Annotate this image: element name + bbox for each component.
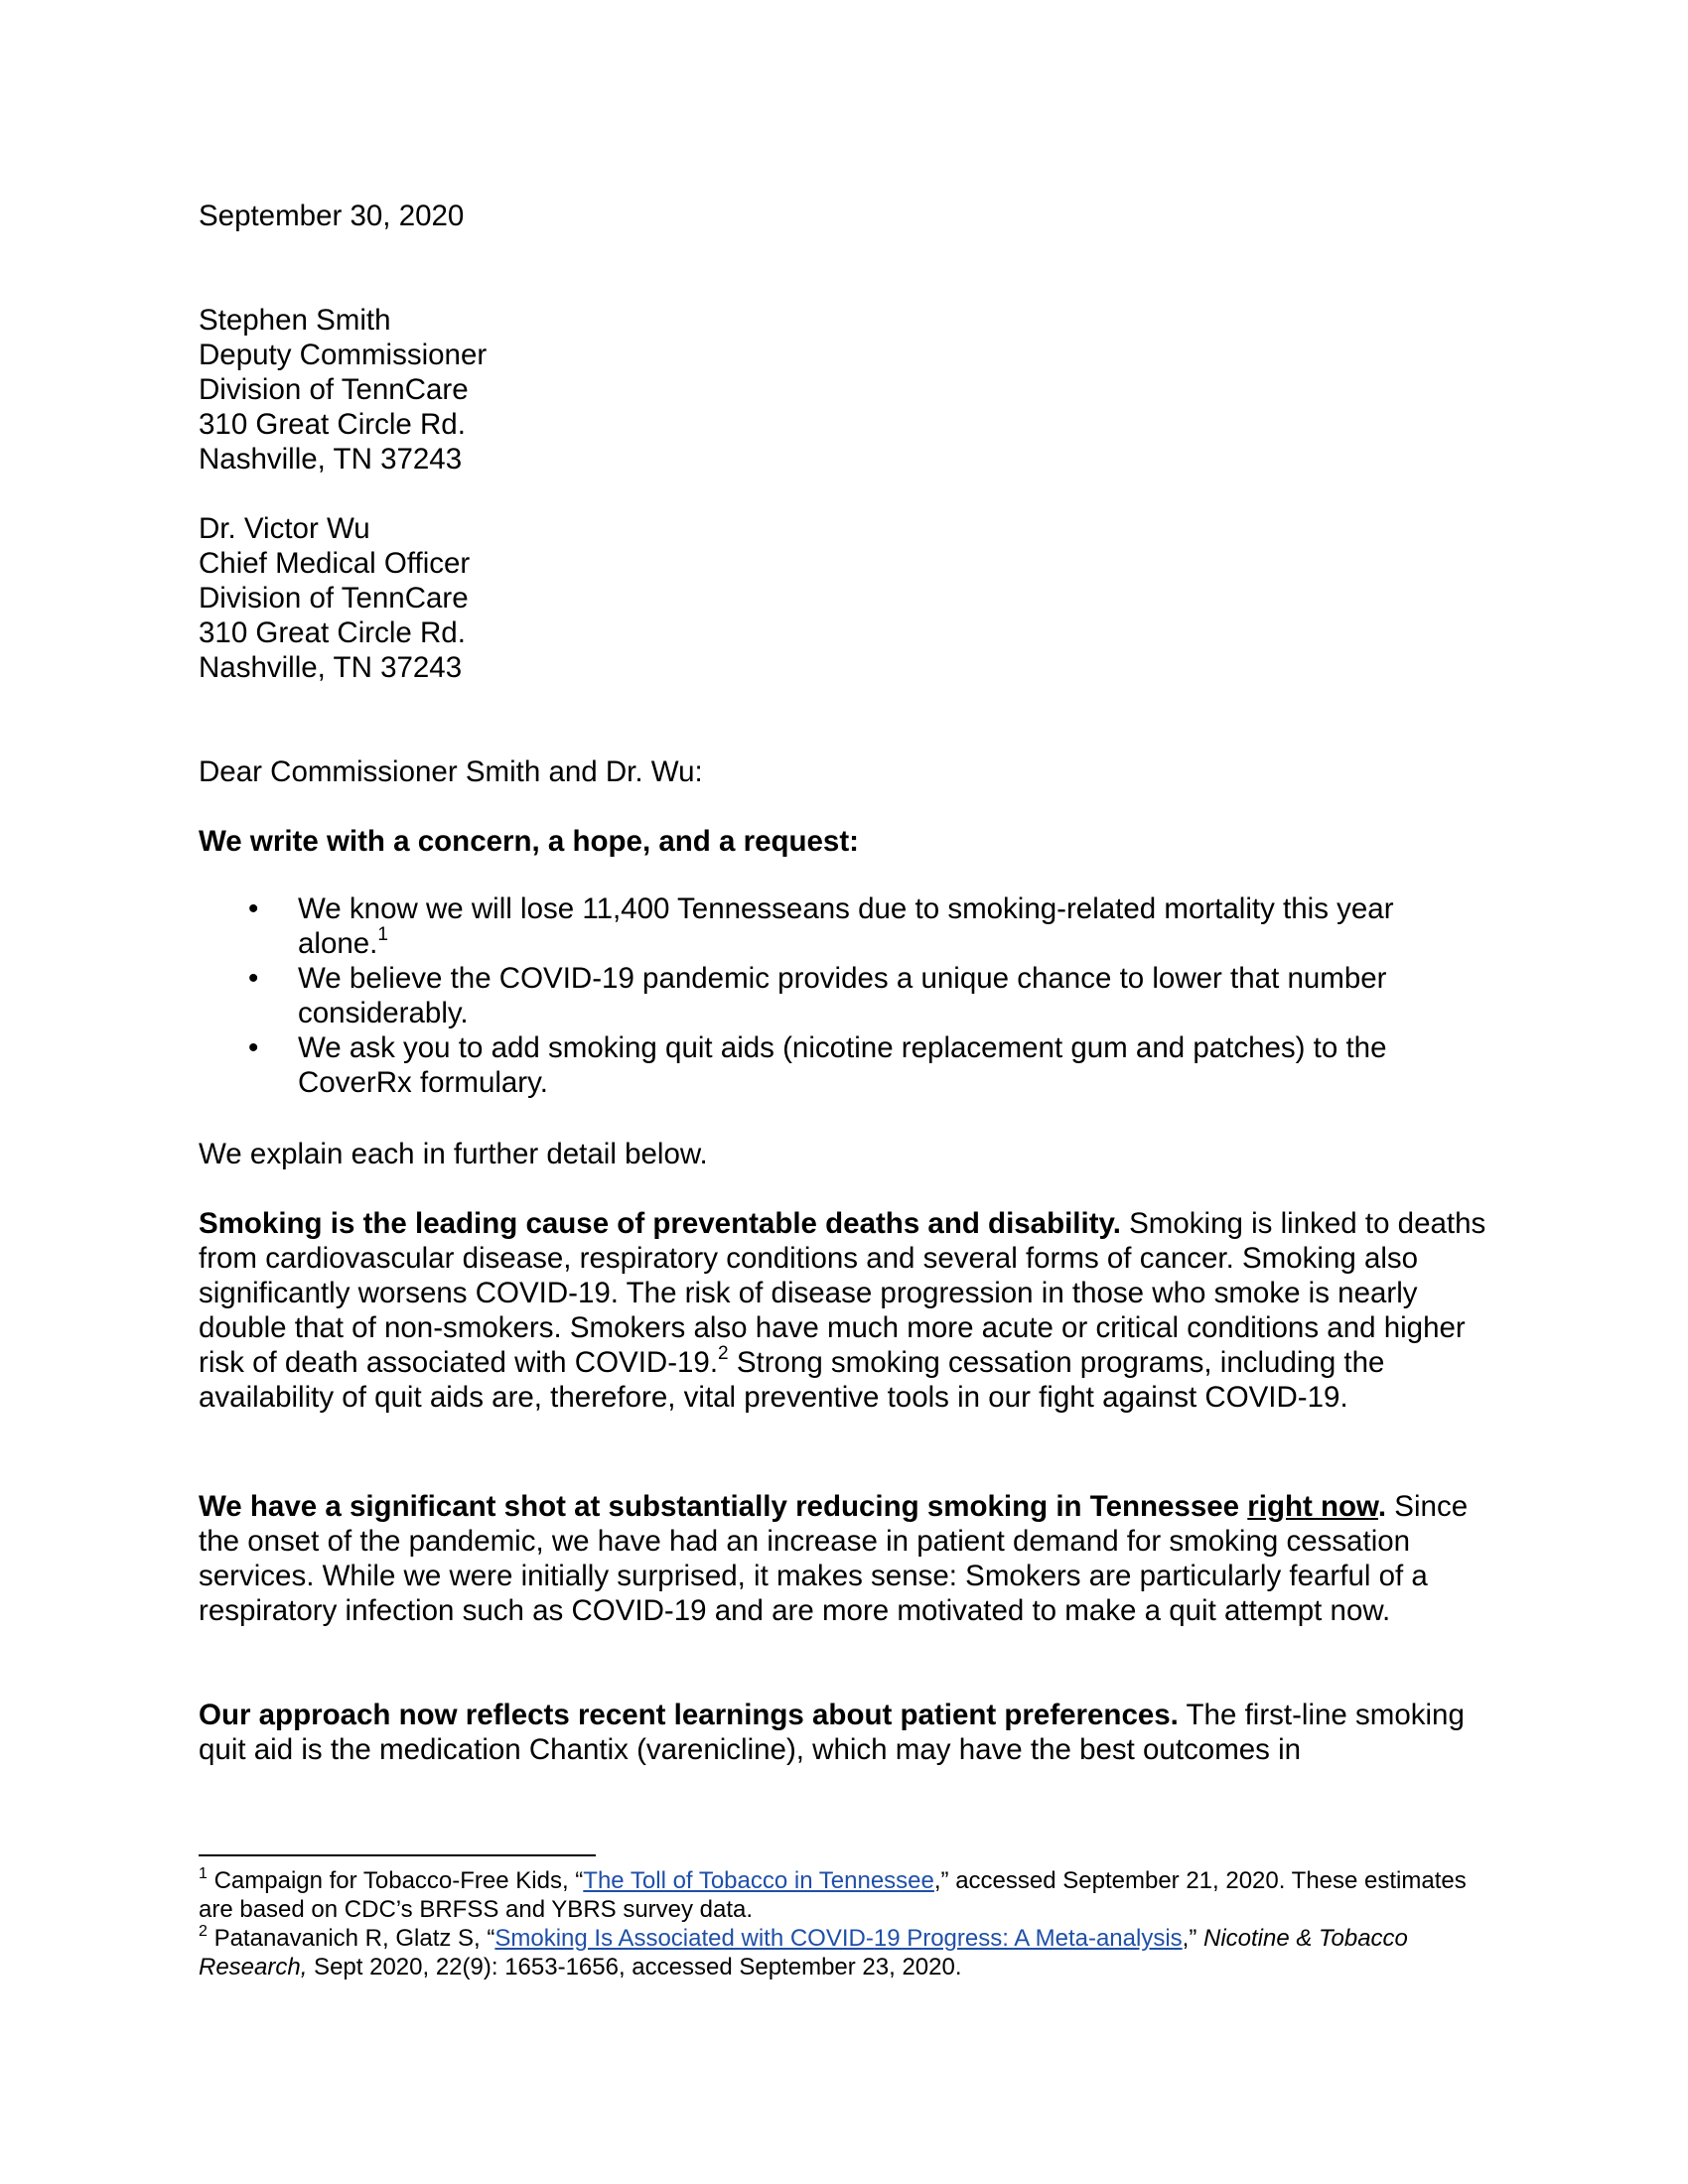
footnote-number: 1: [199, 1865, 208, 1882]
recipient-city: Nashville, TN 37243: [199, 443, 463, 476]
recipient-org: Division of TennCare: [199, 582, 469, 614]
footnotes: [199, 1866, 1489, 1981]
paragraph-significant-shot: [199, 1489, 1489, 1628]
paragraph-body: Smoking is linked to deaths from cardiovascular disease, respiratory conditions and several forms of cancer. Smoking also significantly worsens COVID-19. The risk of disease progression in those who smoke is nearly double that of non-smokers. Smokers also have much more acute or critical conditions and higher risk of death associated with COVID-19.: [199, 1207, 1486, 1379]
recipient-street: 310 Great Circle Rd.: [199, 408, 466, 441]
letter-date: September 30, 2020: [199, 200, 465, 232]
request-list: [199, 891, 1489, 1100]
recipient-city: Nashville, TN 37243: [199, 651, 463, 684]
list-item-text: We know we will lose 11,400 Tennesseans due to smoking-related mortality this year alone.: [298, 892, 1394, 960]
recipient-title: Deputy Commissioner: [199, 339, 488, 371]
bullet-icon: •: [248, 962, 259, 995]
footnote-text-cont: Sept 2020, 22(9): 1653-1656, accessed September 23, 2020.: [307, 1954, 962, 1980]
footnote-text-cont: ,” accessed September 21, 2020. These estimates are based on CDC’s BRFSS and YBRS survey data.: [199, 1867, 1467, 1923]
footnote-1: [199, 1866, 1489, 1924]
lead-text: We have a significant shot at substantially reducing smoking in Tennessee: [199, 1490, 1248, 1523]
journal-title: Nicotine & Tobacco Research,: [199, 1925, 1408, 1980]
footnote-ref: 1: [377, 924, 388, 946]
salutation: Dear Commissioner Smith and Dr. Wu:: [199, 755, 703, 788]
list-item: [199, 891, 1489, 961]
paragraph-smoking-cause: [199, 1206, 1489, 1415]
paragraph-body: The first-line smoking quit aid is the medication Chantix (varenicline), which may have the best outcomes in: [199, 1699, 1465, 1766]
lead-emphasis: right now: [1247, 1490, 1378, 1523]
recipient-address-1: [199, 303, 1489, 477]
recipient-org: Division of TennCare: [199, 373, 469, 406]
list-item-text: We ask you to add smoking quit aids (nicotine replacement gum and patches) to the CoverRx formulary.: [298, 1031, 1387, 1099]
recipient-title: Chief Medical Officer: [199, 547, 471, 580]
bullet-icon: •: [248, 892, 259, 925]
footnote-divider: [199, 1854, 596, 1856]
paragraph-body: Since the onset of the pandemic, we have had an increase in patient demand for smoking cessation services. While we were initially surprised, it makes sense: Smokers are particularly fearful of a respiratory infection such as COVID-19 and are more motivated to make a quit attempt now.: [199, 1490, 1469, 1627]
footnote-2: [199, 1924, 1489, 1981]
footnote-text-mid: ,”: [1182, 1925, 1203, 1952]
explain-line: We explain each in further detail below.: [199, 1138, 708, 1170]
footnote-text: Campaign for Tobacco-Free Kids, “: [207, 1867, 584, 1894]
recipient-name: Stephen Smith: [199, 304, 391, 337]
paragraph-body-cont: Strong smoking cessation programs, including the availability of quit aids are, therefore, vital preventive tools in our fight against COVID-19.: [199, 1346, 1385, 1414]
paragraph-lead: Smoking is the leading cause of preventable deaths and disability.: [199, 1207, 1121, 1240]
lead-end: .: [1377, 1490, 1387, 1523]
list-item-text: We believe the COVID-19 pandemic provides a unique chance to lower that number considerably.: [298, 962, 1387, 1029]
footnote-link[interactable]: The Toll of Tobacco in Tennessee: [583, 1867, 934, 1894]
list-item: [199, 1030, 1489, 1100]
footnote-number: 2: [199, 1923, 208, 1940]
recipient-name: Dr. Victor Wu: [199, 512, 370, 545]
footnote-ref: 2: [718, 1343, 729, 1365]
footnote-text: Patanavanich R, Glatz S, “: [207, 1925, 495, 1952]
paragraph-lead: [199, 1490, 1386, 1523]
recipient-street: 310 Great Circle Rd.: [199, 616, 466, 649]
recipient-address-2: [199, 511, 1489, 685]
paragraph-approach: [199, 1698, 1489, 1767]
list-item: [199, 961, 1489, 1030]
bullet-icon: •: [248, 1031, 259, 1064]
intro-heading: We write with a concern, a hope, and a request:: [199, 825, 859, 858]
paragraph-lead: Our approach now reflects recent learnings about patient preferences.: [199, 1699, 1179, 1731]
footnote-link[interactable]: Smoking Is Associated with COVID-19 Progress: A Meta-analysis: [494, 1925, 1183, 1952]
